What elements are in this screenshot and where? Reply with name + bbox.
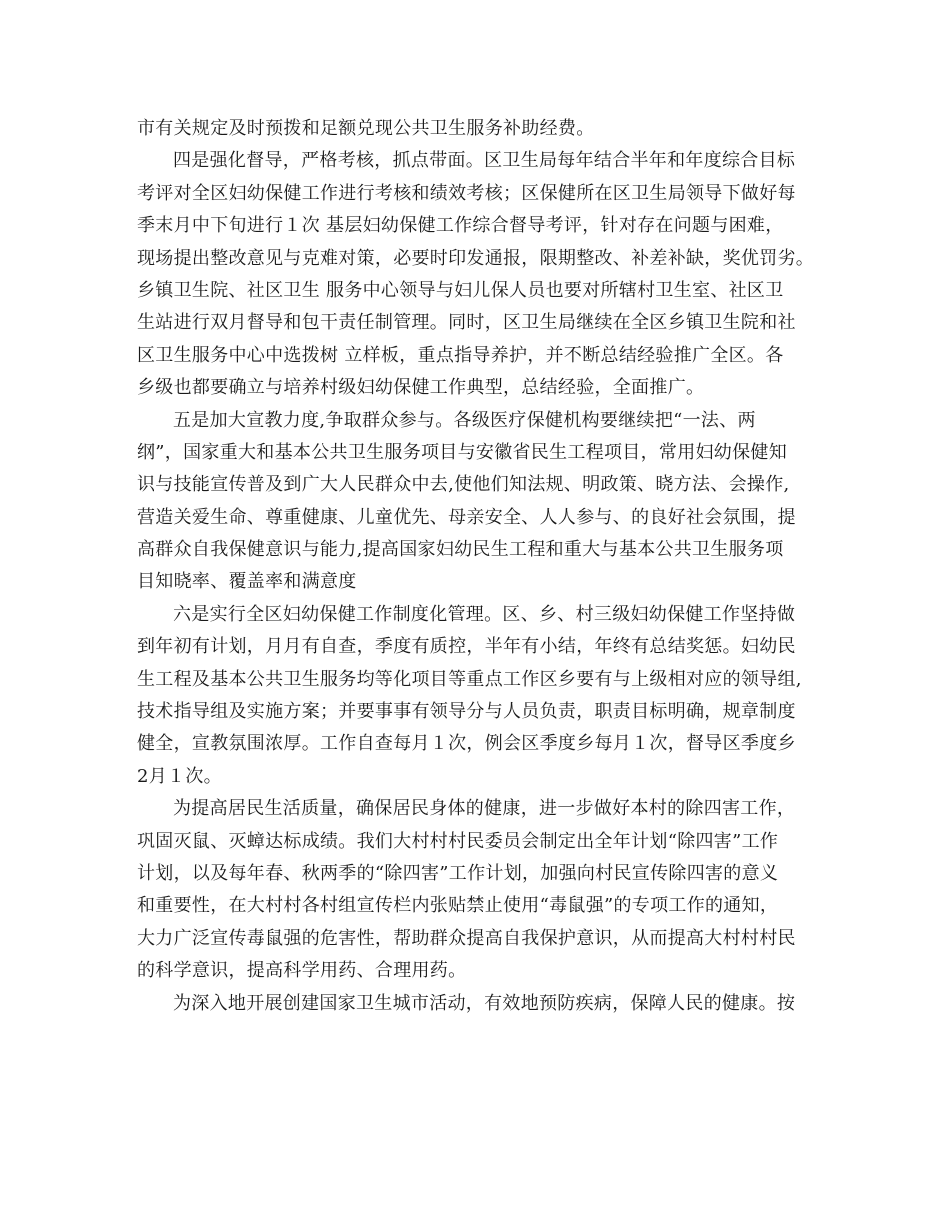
text-line: 乡镇卫生院、社区卫生 服务中心领导与妇儿保人员也要对所辖村卫生室、社区卫 [137, 279, 784, 301]
paragraph-start-line: 四是强化督导，严格考核，抓点带面。区卫生局每年结合半年和年度综合目标 [173, 150, 796, 172]
text-line: 和重要性，在大村村各村组宣传栏内张贴禁止使用“毒鼠强”的专项工作的通知， [137, 895, 779, 917]
text-line: 考评对全区妇幼保健工作进行考核和绩效考核；区保健所在区卫生局领导下做好每 [137, 182, 796, 204]
text-line: 巩固灭鼠、灭蟑达标成绩。我们大村村村民委员会制定出全年计划“除四害”工作 [137, 830, 779, 852]
text-line: 识与技能宣传普及到广大人民群众中去,使他们知法规、明政策、晓方法、会操作, [137, 474, 790, 496]
paragraph-start-line: 五是加大宣教力度,争取群众参与。各级医疗保健机构要继续把“一法、两 [173, 409, 756, 431]
paragraph-start-line: 为深入地开展创建国家卫生城市活动，有效地预防疾病，保障人民的健康。按 [173, 992, 796, 1014]
text-line: 纲”，国家重大和基本公共卫生服务项目与安徽省民生工程项目，常用妇幼保健知 [137, 441, 787, 463]
text-line: 目知晓率、覆盖率和满意度 [137, 571, 357, 593]
text-line: 技术指导组及实施方案；并要事事有领导分与人员负责，职责目标明确，规章制度 [137, 701, 796, 723]
text-line: 生工程及基本公共卫生服务均等化项目等重点工作区乡要有与上级相对应的领导组, [137, 668, 802, 690]
document-body [137, 113, 817, 1020]
paragraph-start-line: 为提高居民生活质量，确保居民身体的健康，进一步做好本村的除四害工作， [173, 798, 796, 820]
paragraph-start-line: 六是实行全区妇幼保健工作制度化管理。区、乡、村三级妇幼保健工作坚持做 [173, 603, 796, 625]
text-line: 大力广泛宣传毒鼠强的危害性，帮助群众提高自我保护意识，从而提高大村村村民 [137, 927, 796, 949]
text-line: 区卫生服务中心中选拨树 立样板，重点指导养护，并不断总结经验推广全区。各 [137, 344, 784, 366]
text-line: 高群众自我保健意识与能力,提高国家妇幼民生工程和重大与基本公共卫生服务项 [137, 539, 784, 561]
text-line: 季末月中下旬进行１次 基层妇幼保健工作综合督导考评，针对存在问题与困难， [137, 215, 784, 237]
text-line: 市有关规定及时预拨和足额兑现公共卫生服务补助经费。 [137, 118, 595, 139]
text-line: 生站进行双月督导和包干责任制管理。同时，区卫生局继续在全区乡镇卫生院和社 [137, 312, 796, 334]
text-line: 乡级也都要确立与培养村级妇幼保健工作典型，总结经验，全面推广。 [137, 377, 705, 399]
text-line: 现场提出整改意见与克难对策，必要时印发通报，限期整改、补差补缺，奖优罚劣。 [137, 247, 815, 269]
text-line: 2月１次。 [137, 765, 222, 787]
text-line: 健全，宣教氛围浓厚。工作自查每月１次，例会区季度乡每月１次，督导区季度乡 [137, 733, 796, 755]
text-line: 计划，以及每年春、秋两季的“除四害”工作计划，加强向村民宣传除四害的意义 [137, 862, 779, 884]
text-line: 到年初有计划，月月有自查，季度有质控，半年有小结，年终有总结奖惩。妇幼民 [137, 636, 796, 658]
text-line: 的科学意识，提高科学用药、合理用药。 [137, 960, 467, 982]
text-line: 营造关爱生命、尊重健康、儿童优先、母亲安全、人人参与、的良好社会氛围，提 [137, 506, 796, 528]
